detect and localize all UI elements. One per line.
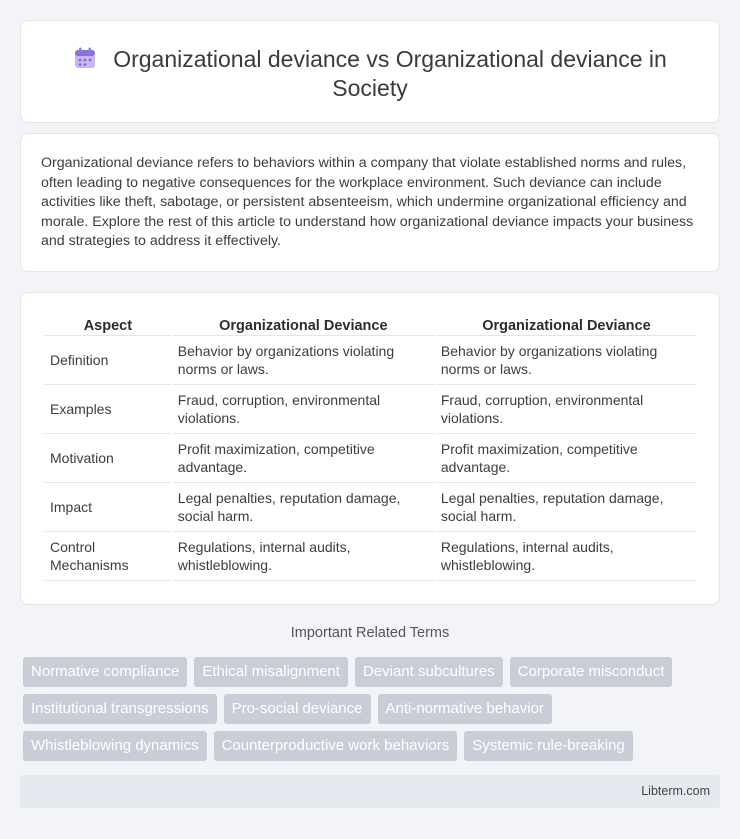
page-title-wrap — [21, 45, 719, 103]
table-header-row — [45, 315, 697, 336]
related-terms-tags — [23, 657, 723, 768]
description-card — [20, 133, 720, 272]
row-aspect: Control Mechanisms — [45, 532, 171, 581]
tag-normative-compliance[interactable]: Normative compliance — [23, 657, 187, 687]
tag-corporate-misconduct[interactable]: Corporate misconduct — [510, 657, 673, 687]
tag-ethical-misalignment[interactable]: Ethical misalignment — [194, 657, 348, 687]
row-cell: Fraud, corruption, environmental violations. — [436, 385, 697, 434]
tag-row — [23, 731, 723, 761]
page-title: Organizational deviance vs Organizational deviance in Society — [113, 46, 667, 101]
table-row — [45, 336, 697, 385]
table-row — [45, 532, 697, 581]
tag-deviant-subcultures[interactable]: Deviant subcultures — [355, 657, 503, 687]
tag-row — [23, 657, 723, 687]
description-text: Organizational deviance refers to behaviors within a company that violate established norms and rules, often leading to negative consequences for the workplace environment. Such deviance can include activities like theft, sabotage, or persistent absenteeism, which undermine organizational efficiency and morale. Explore the rest of this article to understand how organizational deviance impacts your business and strategies to address it effectively. — [41, 155, 694, 249]
row-cell: Regulations, internal audits, whistleblowing. — [173, 532, 434, 581]
row-aspect: Impact — [45, 483, 171, 532]
tag-pro-social-deviance[interactable]: Pro-social deviance — [224, 694, 371, 724]
related-terms-title: Important Related Terms — [290, 625, 450, 641]
title-card — [20, 20, 720, 123]
row-cell: Profit maximization, competitive advantage. — [436, 434, 697, 483]
comparison-table — [43, 315, 699, 581]
header-col-2: Organizational Deviance — [436, 315, 697, 336]
row-aspect: Motivation — [45, 434, 171, 483]
comparison-card — [20, 292, 720, 605]
footer-brand-link[interactable]: Libterm.com — [641, 784, 710, 798]
row-cell: Behavior by organizations violating norms or laws. — [173, 336, 434, 385]
footer — [20, 775, 720, 808]
tag-anti-normative-behavior[interactable]: Anti-normative behavior — [378, 694, 552, 724]
row-cell: Profit maximization, competitive advantage. — [173, 434, 434, 483]
calendar-icon — [73, 46, 97, 70]
row-cell: Behavior by organizations violating norms or laws. — [436, 336, 697, 385]
table-row — [45, 434, 697, 483]
table-row — [45, 483, 697, 532]
row-cell: Fraud, corruption, environmental violations. — [173, 385, 434, 434]
tag-row — [23, 694, 723, 724]
tag-whistleblowing-dynamics[interactable]: Whistleblowing dynamics — [23, 731, 207, 761]
header-aspect: Aspect — [45, 315, 171, 336]
tag-counterproductive-work-behaviors[interactable]: Counterproductive work behaviors — [214, 731, 458, 761]
header-col-1: Organizational Deviance — [173, 315, 434, 336]
tag-institutional-transgressions[interactable]: Institutional transgressions — [23, 694, 217, 724]
row-cell: Legal penalties, reputation damage, social harm. — [173, 483, 434, 532]
table-row — [45, 385, 697, 434]
row-cell: Regulations, internal audits, whistleblowing. — [436, 532, 697, 581]
row-aspect: Examples — [45, 385, 171, 434]
tag-systemic-rule-breaking[interactable]: Systemic rule-breaking — [464, 731, 633, 761]
row-cell: Legal penalties, reputation damage, social harm. — [436, 483, 697, 532]
row-aspect: Definition — [45, 336, 171, 385]
